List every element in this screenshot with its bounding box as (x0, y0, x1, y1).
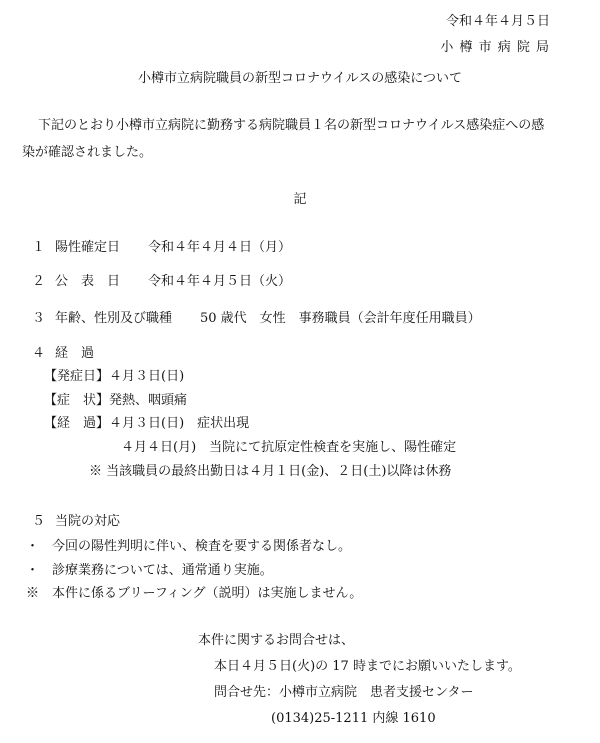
intro-line-2: 染が確認されました。 (22, 145, 153, 160)
item-4-number: ４ (32, 346, 46, 361)
item-2-value: 令和４年４月５日（火） (148, 274, 292, 289)
contact-phone: (0134)25-1211 内線 1610 (271, 711, 436, 726)
briefing-note: ※ 本件に係るブリーフィング（説明）は実施しません。 (26, 586, 363, 601)
item-3-label: 年齢、性別及び職種 (55, 311, 173, 326)
item-3-number: ３ (32, 311, 46, 326)
item-1-number: １ (32, 240, 46, 255)
intro-line-1: 下記のとおり小樽市立病院に勤務する病院職員１名の新型コロナウイルス感染症への感 (38, 118, 545, 133)
document-title: 小樽市立病院職員の新型コロナウイルスの感染について (138, 71, 462, 86)
item-1-label: 陽性確定日 (55, 240, 121, 255)
document-date: 令和４年４月５日 (445, 14, 550, 29)
contact-office: 問合せ先：小樽市立病院 患者支援センター (214, 685, 474, 700)
item-1-value: 令和４年４月４日（月） (148, 240, 292, 255)
item-4-label: 経 過 (55, 346, 95, 361)
item-5-number: ５ (32, 514, 46, 529)
item-2-label: 公 表 日 (55, 274, 121, 289)
item-3-value: 50 歳代 女性 事務職員（会計年度任用職員） (200, 311, 481, 326)
ki-heading: 記 (293, 192, 307, 207)
onset-date: 【発症日】４月３日(日) (44, 369, 185, 384)
item-2-number: ２ (32, 274, 46, 289)
response-bullet-1: ・ 今回の陽性判明に伴い、検査を要する関係者なし。 (26, 539, 352, 554)
course-line-2: ４月４日(月) 当院にて抗原定性検査を実施し、陽性確定 (121, 440, 457, 455)
response-bullet-2: ・ 診療業務については、通常通り実施。 (26, 563, 273, 578)
last-workday-note: ※ 当該職員の最終出勤日は４月１日(金)、２日(土)以降は休務 (89, 464, 452, 479)
symptoms: 【症 状】発熱、咽頭痛 (44, 393, 188, 408)
issuing-office: 小 樽 市 病 院 局 (440, 40, 550, 55)
contact-intro: 本件に関するお問合せは、 (198, 633, 355, 648)
contact-deadline: 本日４月５日(火)の 17 時までにお願いいたします。 (214, 659, 521, 674)
course-line-1: 【経 過】４月３日(日) 症状出現 (44, 416, 250, 431)
item-5-label: 当院の対応 (55, 514, 121, 529)
